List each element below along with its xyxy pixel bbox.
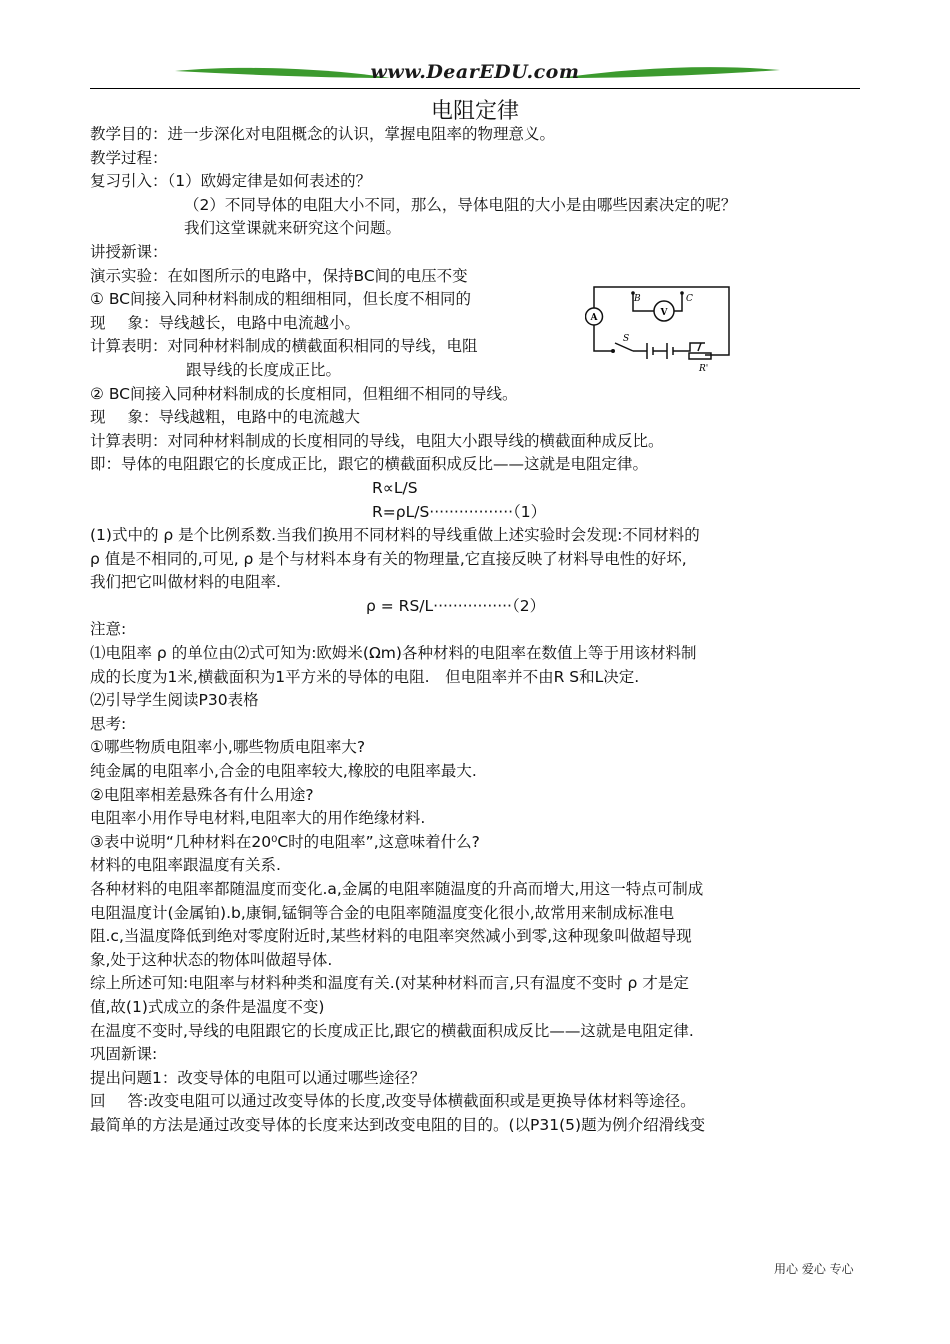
text-line bbox=[90, 312, 870, 336]
text-line: 提出问题1：改变导体的电阻可以通过哪些途径？ bbox=[90, 1068, 426, 1087]
text-line: 电阻温度计(金属铂).b,康铜,锰铜等合金的电阻率随温度变化很小,故常用来制成标准电 bbox=[90, 903, 675, 922]
point-b-label: B bbox=[634, 294, 641, 304]
answer-label: 回 bbox=[90, 1092, 106, 1111]
formula-2: ρ = RS/L················（2） bbox=[366, 596, 546, 615]
text-line: 纯金属的电阻率小,合金的电阻率较大,橡胶的电阻率最大. bbox=[90, 762, 477, 781]
switch-label: S bbox=[623, 334, 630, 344]
text-line: 跟导线的长度成正比。 bbox=[186, 360, 342, 379]
text-line: ①哪些物质电阻率小,哪些物质电阻率大? bbox=[90, 738, 366, 757]
ammeter-label: A bbox=[590, 313, 598, 323]
text-line: ②电阻率相差悬殊各有什么用途? bbox=[90, 785, 314, 804]
voltmeter-label: V bbox=[660, 308, 668, 318]
text-line: ρ 值是不相同的,可见, ρ 是个与材料本身有关的物理量,它直接反映了材料导电性的好坏, bbox=[90, 549, 687, 568]
text-line: 计算表明：对同种材料制成的横截面积相同的导线，电阻 bbox=[90, 337, 478, 356]
text-line: 教学目的：进一步深化对电阻概念的认识，掌握电阻率的物理意义。 bbox=[90, 125, 556, 143]
text-line bbox=[90, 406, 870, 430]
text-line: 我们这堂课就来研究这个问题。 bbox=[184, 219, 402, 238]
text-line: 思考: bbox=[90, 714, 127, 733]
phenomenon-label-1: 现 bbox=[90, 313, 106, 332]
header-rule bbox=[90, 88, 860, 89]
header-banner bbox=[90, 58, 860, 90]
phenomenon-text-1: 象：导线越长，电路中电流越小。 bbox=[127, 313, 361, 332]
text-line: 成的长度为1米,横截面积为1平方米的导体的电阻. 但电阻率并不由R S和L决定. bbox=[90, 667, 640, 686]
text-line bbox=[90, 1090, 870, 1114]
text-line: 电阻率小用作导电材料,电阻率大的用作绝缘材料. bbox=[90, 809, 426, 828]
text-line: 材料的电阻率跟温度有关系. bbox=[90, 856, 281, 875]
answer-text: 答:改变电阻可以通过改变导体的长度,改变导体横截面积或是更换导体材料等途径。 bbox=[127, 1092, 696, 1111]
formula-proportional: R∝L/S bbox=[372, 478, 418, 497]
document-body bbox=[90, 123, 870, 1138]
phenomenon-label-2: 现 bbox=[90, 408, 106, 427]
phenomenon-text-2: 象：导线越粗，电路中的电流越大 bbox=[127, 408, 361, 427]
text-line: 即：导体的电阻跟它的长度成正比，跟它的横截面积成反比——这就是电阻定律。 bbox=[90, 455, 649, 474]
footer-slogan: 用心 爱心 专心 bbox=[774, 1262, 854, 1276]
text-line: ⑵引导学生阅读P30表格 bbox=[90, 691, 259, 710]
text-line: 讲授新课： bbox=[90, 242, 168, 261]
text-line: 巩固新课: bbox=[90, 1045, 158, 1064]
text-line: （2）不同导体的电阻大小不同，那么，导体电阻的大小是由哪些因素决定的呢？ bbox=[184, 195, 737, 214]
circuit-diagram bbox=[585, 283, 740, 375]
text-line: ① BC间接入同种材料制成的粗细相同，但长度不相同的 bbox=[90, 290, 472, 309]
text-line: (1)式中的 ρ 是个比例系数.当我们换用不同材料的导线重做上述实验时会发现:不同材料的 bbox=[90, 526, 700, 545]
text-line: ⑴电阻率 ρ 的单位由⑵式可知为:欧姆米(Ωm)各种材料的电阻率在数值上等于用该材料制 bbox=[90, 644, 697, 663]
text-line: 在温度不变时,导线的电阻跟它的长度成正比,跟它的横截面积成反比——这就是电阻定律. bbox=[90, 1021, 694, 1040]
text-line: 值,故(1)式成立的条件是温度不变) bbox=[90, 997, 325, 1016]
point-c-label: C bbox=[686, 294, 693, 304]
text-line: 我们把它叫做材料的电阻率. bbox=[90, 573, 281, 592]
text-line: 各种材料的电阻率都随温度而变化.a,金属的电阻率随温度的升高而增大,用这一特点可制成 bbox=[90, 880, 704, 898]
text-line: 综上所述可知:电阻率与材料种类和温度有关.(对某种材料而言,只有温度不变时 ρ 才是定 bbox=[90, 974, 689, 993]
text-line: 象,处于这种状态的物体叫做超导体. bbox=[90, 950, 333, 969]
text-line: 阻.c,当温度降低到绝对零度附近时,某些材料的电阻率突然减小到零,这种现象叫做超导现 bbox=[90, 927, 692, 946]
text-line: ③表中说明“几种材料在20⁰C时的电阻率”,这意味着什么? bbox=[90, 832, 480, 851]
text-line: 演示实验：在如图所示的电路中，保持BC间的电压不变 bbox=[90, 266, 468, 285]
text-line: 最简单的方法是通过改变导体的长度来达到改变电阻的目的。(以P31(5)题为例介绍滑线变 bbox=[90, 1115, 706, 1134]
text-line: 计算表明：对同种材料制成的长度相同的导线，电阻大小跟导线的横截面种成反比。 bbox=[90, 431, 664, 450]
text-line: 教学过程： bbox=[90, 148, 168, 167]
text-line: 注意: bbox=[90, 620, 127, 639]
site-logo-text[interactable]: www.DearEDU.com bbox=[370, 61, 580, 83]
text-line: ② BC间接入同种材料制成的长度相同，但粗细不相同的导线。 bbox=[90, 384, 518, 403]
text-line: 复习引入：（1）欧姆定律是如何表述的？ bbox=[90, 172, 372, 191]
page-title: 电阻定律 bbox=[430, 99, 519, 124]
formula-1: R=ρL/S·················（1） bbox=[372, 502, 547, 521]
rheostat-label: R' bbox=[699, 364, 709, 374]
